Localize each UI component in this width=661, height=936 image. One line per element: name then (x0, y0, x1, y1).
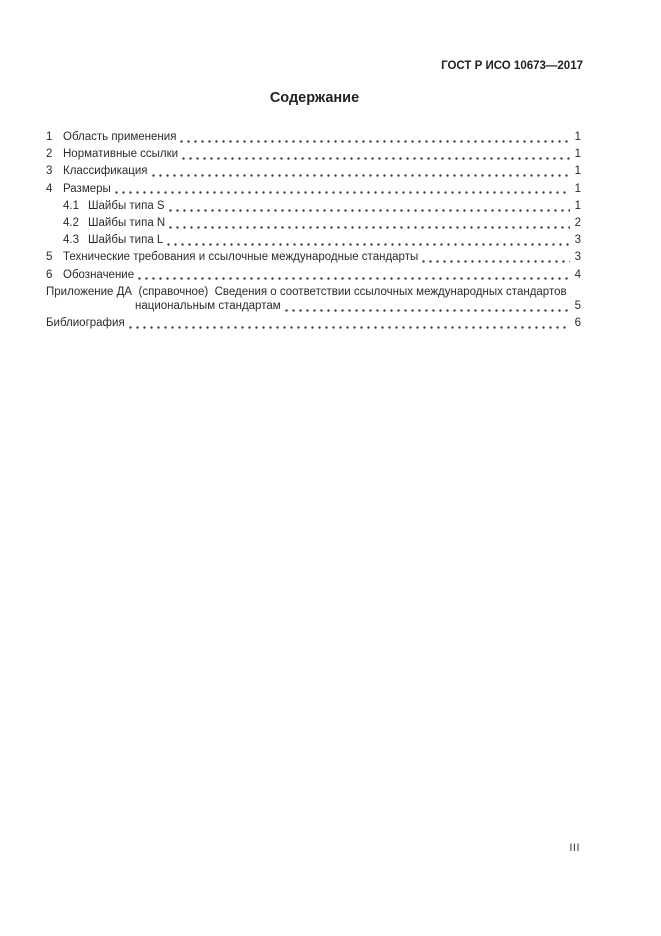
toc-entry (46, 215, 581, 232)
toc-entry-page: 5 (574, 300, 581, 313)
page-footer (46, 842, 580, 855)
toc-entry-page: 3 (574, 251, 581, 264)
toc-entry-label: национальным стандартам (135, 300, 281, 313)
toc-entry-page: 1 (574, 199, 581, 212)
toc-leader-dots (283, 298, 570, 315)
document-header (0, 0, 661, 73)
toc-leader-dots (136, 267, 570, 284)
toc-leader-dots (180, 146, 570, 163)
toc-entry-number: 5 (46, 251, 53, 264)
toc-entry (46, 181, 581, 198)
toc-entry-label: Шайбы типа L (88, 234, 164, 247)
toc-leader-dots (150, 163, 570, 180)
toc-entry-label: Шайбы типа S (88, 199, 165, 212)
toc-entry-page: 6 (574, 317, 581, 330)
toc-leader-dots (167, 215, 570, 232)
toc-entry-number: 4.2 (63, 217, 79, 230)
toc-entry-page: 1 (574, 131, 581, 143)
toc-entry-label: Шайбы типа N (88, 217, 166, 230)
toc-entry-number: 4 (46, 182, 53, 195)
toc-leader-dots (165, 232, 570, 249)
toc-entry-page: 3 (574, 234, 581, 247)
toc-entry-page: 1 (574, 182, 581, 195)
toc-entry-page: 2 (574, 217, 581, 230)
page-title: Содержание (269, 90, 360, 106)
toc-entry-label: Размеры (63, 182, 111, 195)
toc-entry-number: 4.1 (63, 199, 79, 212)
toc-leader-dots (420, 249, 570, 266)
table-of-contents (0, 129, 661, 332)
toc-entry-page: 4 (574, 268, 581, 281)
toc-entry-number: 3 (46, 165, 53, 178)
toc-entry (46, 198, 581, 215)
toc-entry (46, 267, 581, 284)
toc-entry (46, 232, 581, 249)
toc-entry-page: 1 (574, 165, 581, 178)
toc-entry-label: Приложение ДА (справочное) Сведения о соответствии ссылочных международных стандартов (46, 285, 567, 298)
doc-code: ГОСТ Р ИСО 10673—2017 (441, 60, 583, 72)
toc-leader-dots (178, 129, 570, 146)
toc-leader-dots (113, 181, 570, 198)
toc-entry (46, 146, 581, 163)
toc-entry-label: Область применения (63, 131, 177, 143)
toc-entry (46, 163, 581, 180)
toc-entry-label: Классификация (63, 165, 148, 178)
toc-entry-label: Библиография (46, 317, 125, 330)
toc-entry-label: Обозначение (63, 268, 135, 281)
toc-entry-number: 1 (46, 131, 53, 143)
toc-leader-dots (127, 315, 570, 332)
toc-entry-label: Нормативные ссылки (63, 148, 179, 161)
toc-entry (46, 129, 581, 146)
page-number: III (569, 842, 580, 854)
toc-entry-label: Технические требования и ссылочные международные стандарты (63, 251, 419, 264)
toc-entry (46, 249, 581, 266)
toc-leader-dots (167, 198, 570, 215)
toc-entry-page: 1 (574, 148, 581, 161)
toc-entry-number: 6 (46, 268, 53, 281)
toc-entry (46, 315, 581, 332)
toc-entry-number: 2 (46, 148, 53, 161)
toc-entry-number: 4.3 (63, 234, 79, 247)
